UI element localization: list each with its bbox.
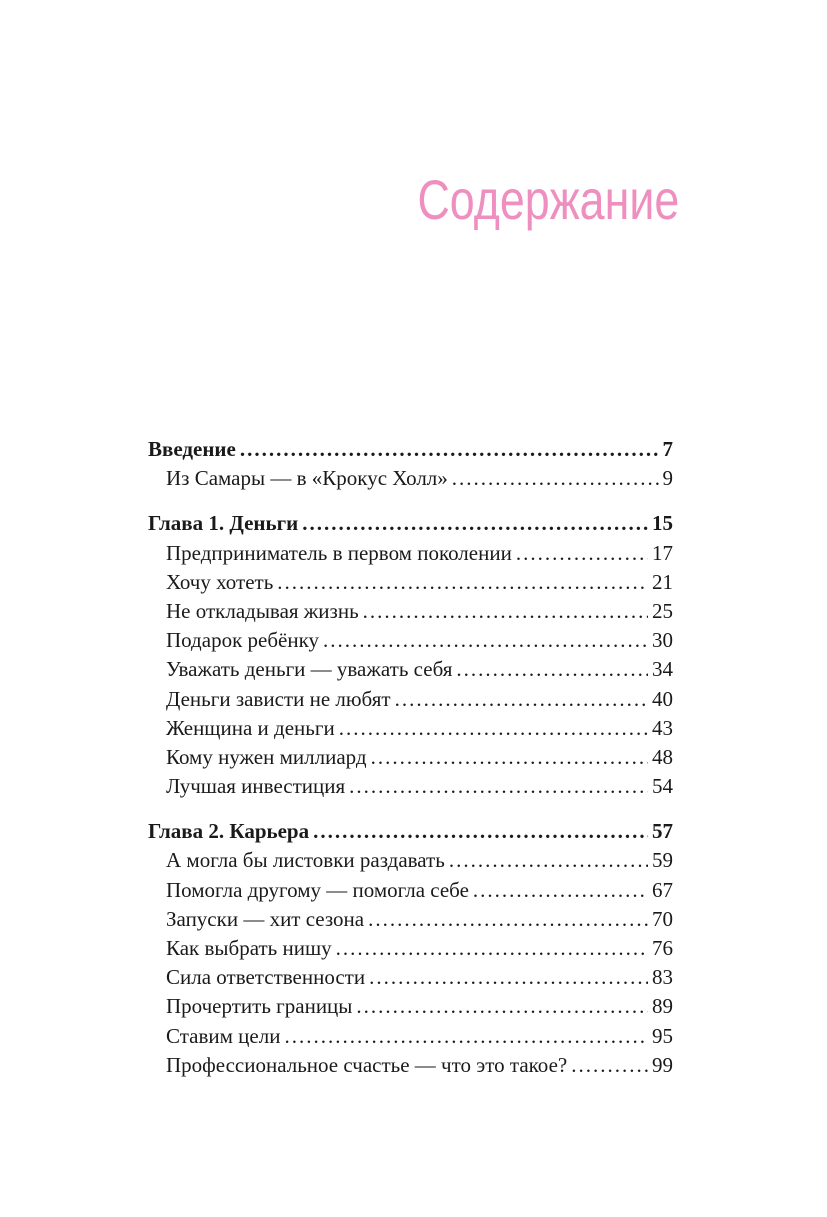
toc-entry-label: А могла бы листовки раздавать [166, 848, 445, 873]
toc-entry[interactable] [148, 1022, 673, 1051]
page-number: 40 [652, 686, 673, 711]
dot-leader [571, 1051, 648, 1080]
page-number: 15 [652, 511, 673, 536]
dot-leader [284, 1022, 648, 1051]
dot-leader [516, 539, 648, 568]
page-number: 57 [652, 819, 673, 844]
toc-entry-label: Женщина и деньги [166, 715, 335, 740]
toc-chapter-entry-label: Глава 1. Деньги [148, 511, 299, 536]
toc-entry[interactable] [148, 568, 673, 597]
page-number: 89 [652, 994, 673, 1019]
page-number: 59 [652, 848, 673, 873]
toc-entry[interactable] [148, 1051, 673, 1080]
page-number: 95 [652, 1023, 673, 1048]
dot-leader [473, 876, 648, 905]
toc-entry[interactable] [148, 992, 673, 1021]
toc-entry[interactable] [148, 772, 673, 801]
toc-entry[interactable] [148, 934, 673, 963]
toc-entry-label: Как выбрать нишу [166, 936, 332, 960]
toc-entry[interactable] [148, 876, 673, 905]
page-number: 25 [652, 598, 673, 623]
toc-entry[interactable] [148, 905, 673, 934]
page-number: 99 [652, 1052, 673, 1077]
toc-entry-label: Помогла другому — помогла себе [166, 877, 469, 902]
toc-entry-label: Предприниматель в первом поколении [166, 540, 512, 565]
dot-leader [452, 464, 659, 493]
toc-entry-label: Сила ответственности [166, 965, 366, 990]
table-of-contents [148, 435, 673, 1096]
toc-entry[interactable] [148, 597, 673, 626]
dot-leader [313, 817, 648, 846]
toc-entry[interactable] [148, 655, 673, 684]
toc-entry[interactable] [148, 846, 673, 875]
dot-leader [395, 685, 648, 714]
dot-leader [339, 714, 648, 743]
toc-section [148, 435, 673, 493]
toc-entry-label: Подарок ребёнку [166, 628, 319, 653]
toc-entry-label: Профессиональное счастье — что это такое? [166, 1052, 568, 1077]
toc-entry-label: Прочертить границы [166, 994, 353, 1019]
dot-leader [369, 963, 648, 992]
page-number: 83 [652, 965, 673, 990]
toc-section [148, 817, 673, 1080]
dot-leader [363, 597, 648, 626]
toc-entry-label: Деньги зависти не любят [166, 686, 391, 711]
page-number: 7 [662, 437, 673, 461]
dot-leader [456, 655, 648, 684]
toc-entry[interactable] [148, 743, 673, 772]
toc-chapter-entry[interactable] [148, 817, 673, 846]
page-number: 54 [652, 774, 673, 799]
toc-entry[interactable] [148, 464, 673, 493]
page-number: 76 [652, 936, 673, 960]
page-number: 9 [662, 466, 673, 491]
page-number: 30 [652, 628, 673, 653]
page-number: 43 [652, 715, 673, 740]
toc-entry[interactable] [148, 539, 673, 568]
dot-leader [449, 846, 648, 875]
toc-entry-label: Хочу хотеть [166, 569, 274, 594]
toc-chapter-entry-label: Введение [148, 437, 236, 461]
toc-chapter-entry-label: Глава 2. Карьера [148, 819, 310, 844]
dot-leader [277, 568, 648, 597]
dot-leader [323, 626, 648, 655]
toc-entry-label: Кому нужен миллиард [166, 744, 367, 769]
toc-chapter-entry[interactable] [148, 509, 673, 538]
toc-section [148, 509, 673, 801]
toc-entry[interactable] [148, 685, 673, 714]
page-number: 34 [652, 657, 673, 682]
toc-chapter-entry[interactable] [148, 435, 673, 464]
page-number: 17 [652, 540, 673, 565]
dot-leader [240, 435, 659, 464]
page-title: Содержание [417, 168, 679, 231]
page-number: 67 [652, 877, 673, 902]
page-number: 48 [652, 744, 673, 769]
toc-entry-label: Лучшая инвестиция [166, 774, 346, 799]
dot-leader [356, 992, 648, 1021]
toc-entry[interactable] [148, 714, 673, 743]
page-number: 21 [652, 569, 673, 594]
toc-entry-label: Не откладывая жизнь [166, 598, 359, 623]
toc-entry[interactable] [148, 963, 673, 992]
toc-entry-label: Из Самары — в «Крокус Холл» [166, 466, 448, 491]
dot-leader [302, 509, 648, 538]
toc-entry[interactable] [148, 626, 673, 655]
dot-leader [371, 743, 648, 772]
toc-entry-label: Ставим цели [166, 1023, 281, 1048]
dot-leader [368, 905, 648, 934]
toc-entry-label: Запуски — хит сезона [166, 906, 365, 931]
page-number: 70 [652, 906, 673, 931]
dot-leader [349, 772, 648, 801]
dot-leader [336, 934, 648, 963]
toc-entry-label: Уважать деньги — уважать себя [166, 657, 453, 682]
